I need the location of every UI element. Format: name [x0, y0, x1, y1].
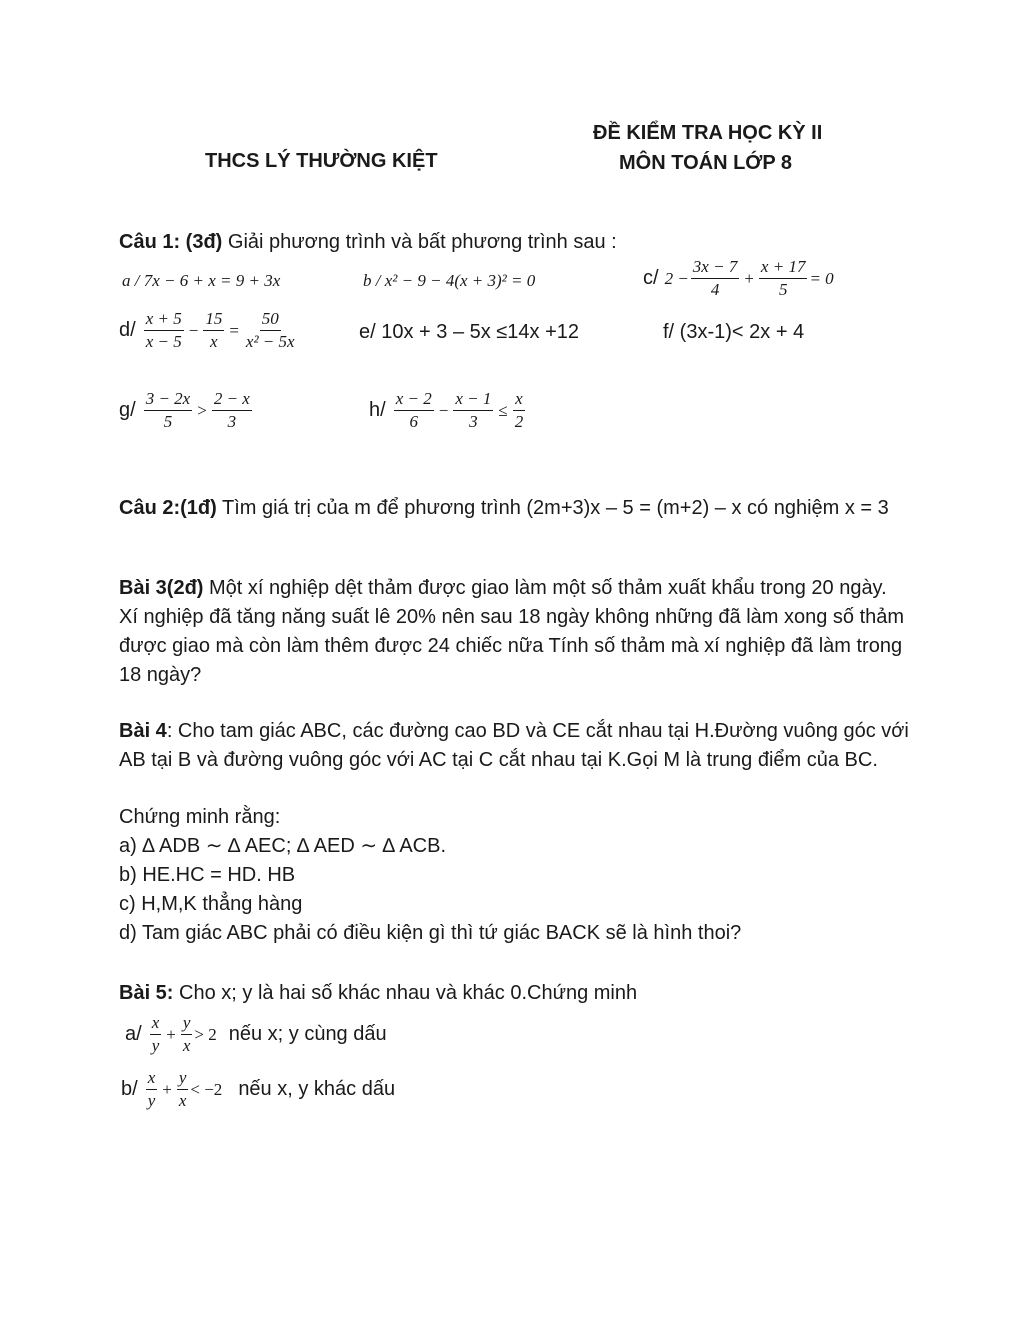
q4-prove-heading: Chứng minh rằng:	[119, 806, 281, 828]
q1-item-c	[643, 258, 834, 299]
q1-g-fraction-2	[212, 390, 252, 431]
fraction-numerator: x	[513, 390, 525, 411]
fraction-numerator: x + 17	[759, 258, 808, 279]
q4-item-d: d) Tam giác ABC phải có điều kiện gì thì tứ giác BACK sẽ là hình thoi?	[119, 922, 742, 944]
q1-label: Câu 1: (3đ)	[119, 231, 223, 253]
q5-a-condition: nếu x; y cùng dấu	[228, 1023, 387, 1045]
q5-b-fraction-1	[146, 1069, 158, 1110]
q1-c-label: c/	[643, 267, 659, 289]
plus-sign: +	[744, 268, 754, 288]
q4-paragraph	[119, 717, 909, 775]
fraction-denominator: 5	[778, 280, 788, 299]
q1-h-fraction-2	[453, 390, 493, 431]
q1-item-h	[369, 390, 527, 431]
fraction-denominator: y	[151, 1036, 160, 1055]
q4-text: : Cho tam giác ABC, các đường cao BD và CE cắt nhau tại H.Đường vuông góc với AB tại B và đường vuông góc với AC tại C cắt nhau tại K.Gọi M là trung điểm của BC.	[119, 720, 909, 771]
q2-text: Tìm giá trị của m để phương trình (2m+3)x – 5 = (m+2) – x có nghiệm x = 3	[216, 497, 889, 519]
minus-sign: −	[438, 400, 449, 420]
fraction-denominator: x − 5	[145, 332, 182, 351]
q1-c-fraction-2	[759, 258, 808, 299]
q5-heading	[119, 979, 637, 1008]
q1-heading	[119, 228, 617, 257]
school-name: THCS LÝ THƯỜNG KIỆT	[205, 150, 438, 172]
fraction-numerator: 50	[260, 310, 281, 331]
q5-label: Bài 5:	[119, 982, 174, 1004]
q1-b-label: b /	[363, 271, 385, 290]
fraction-numerator: 3x − 7	[691, 258, 740, 279]
fraction-denominator: x	[178, 1091, 187, 1110]
q1-d-fraction-3	[244, 310, 297, 351]
q1-g-fraction-1	[144, 390, 193, 431]
minus-sign: −	[188, 320, 199, 340]
q4-item-c: c) H,M,K thẳng hàng	[119, 893, 303, 915]
q5-a-fraction-1	[150, 1014, 162, 1055]
fraction-denominator: 6	[409, 412, 418, 431]
q1-b-expr: x² − 9 − 4(x + 3)² = 0	[384, 271, 536, 290]
q1-d-fraction-1	[144, 310, 184, 351]
q1-item-e: e/ 10x + 3 – 5x ≤14x +12	[359, 321, 580, 343]
greater-than-2: > 2	[194, 1024, 217, 1044]
q2-paragraph	[119, 494, 909, 523]
fraction-denominator: y	[147, 1091, 156, 1110]
q4-item-b: b) HE.HC = HD. HB	[119, 864, 296, 886]
greater-sign: >	[197, 400, 207, 420]
q5-b-fraction-2	[177, 1069, 189, 1110]
q5-b-condition: nếu x, y khác dấu	[238, 1078, 396, 1100]
q1-item-a: a / 7x − 6 + x = 9 + 3x	[122, 271, 281, 290]
plus-sign: +	[162, 1079, 172, 1099]
plus-sign: +	[166, 1024, 176, 1044]
fraction-denominator: 3	[469, 412, 478, 431]
q4-item-a: a) ∆ ADB ∼ ∆ AEC; ∆ AED ∼ ∆ ACB.	[119, 835, 447, 857]
q4-label: Bài 4	[119, 720, 167, 742]
less-than-minus-2: < −2	[190, 1079, 223, 1099]
fraction-denominator: x	[210, 332, 218, 351]
q5-item-b	[121, 1069, 401, 1110]
q1-c-fraction-1	[691, 258, 740, 299]
fraction-denominator: 5	[163, 412, 173, 431]
q1-item-b	[363, 271, 535, 291]
fraction-denominator: 2	[514, 412, 524, 431]
q1-text: Giải phương trình và bất phương trình sau :	[222, 231, 617, 253]
fraction-denominator: 4	[710, 280, 720, 299]
q1-c-post: = 0	[809, 268, 834, 288]
q1-item-g	[119, 390, 254, 431]
q5-a-fraction-2	[181, 1014, 193, 1055]
q1-d-fraction-2	[203, 310, 224, 351]
fraction-numerator: y	[181, 1014, 193, 1035]
exam-subject: MÔN TOÁN LỚP 8	[619, 152, 793, 174]
q5-text: Cho x; y là hai số khác nhau và khác 0.Chứng minh	[173, 982, 638, 1004]
fraction-denominator: x	[182, 1036, 191, 1055]
fraction-denominator: 3	[227, 412, 237, 431]
fraction-numerator: x	[150, 1014, 162, 1035]
fraction-numerator: 3 − 2x	[144, 390, 193, 411]
q1-g-label: g/	[119, 399, 136, 421]
exam-title: ĐỀ KIỂM TRA HỌC KỲ II	[593, 122, 823, 144]
fraction-numerator: 2 − x	[212, 390, 252, 411]
q5-item-a	[125, 1014, 393, 1055]
fraction-denominator: x² − 5x	[245, 332, 295, 351]
fraction-numerator: x	[146, 1069, 158, 1090]
q1-h-fraction-3	[513, 390, 526, 431]
q2-label: Câu 2:(1đ)	[119, 497, 217, 519]
q1-item-d	[119, 310, 299, 351]
q1-h-fraction-1	[394, 390, 434, 431]
less-equal-sign: ≤	[498, 400, 508, 420]
q3-label: Bài 3(2đ)	[119, 577, 204, 599]
equals-sign: =	[229, 320, 239, 340]
fraction-numerator: x − 1	[453, 390, 493, 411]
q3-paragraph	[119, 574, 909, 690]
fraction-numerator: 15	[203, 310, 224, 331]
q1-c-pre: 2 −	[664, 268, 689, 288]
q5-b-label: b/	[121, 1078, 138, 1100]
q1-d-label: d/	[119, 319, 136, 341]
q1-h-label: h/	[369, 399, 386, 421]
fraction-numerator: x − 2	[394, 390, 434, 411]
fraction-numerator: x + 5	[144, 310, 184, 331]
q3-text: Một xí nghiệp dệt thảm được giao làm một số thảm xuất khẩu trong 20 ngày. Xí nghiệp đã tăng năng suất lê 20% nên sau 18 ngày không những đã làm xong số thảm được giao mà còn làm thêm được 24 chiếc nữa Tính số thảm mà xí nghiệp đã làm trong 18 ngày?	[119, 577, 905, 686]
q5-a-label: a/	[125, 1023, 142, 1045]
fraction-numerator: y	[177, 1069, 189, 1090]
q1-item-f: f/ (3x-1)< 2x + 4	[663, 321, 805, 343]
